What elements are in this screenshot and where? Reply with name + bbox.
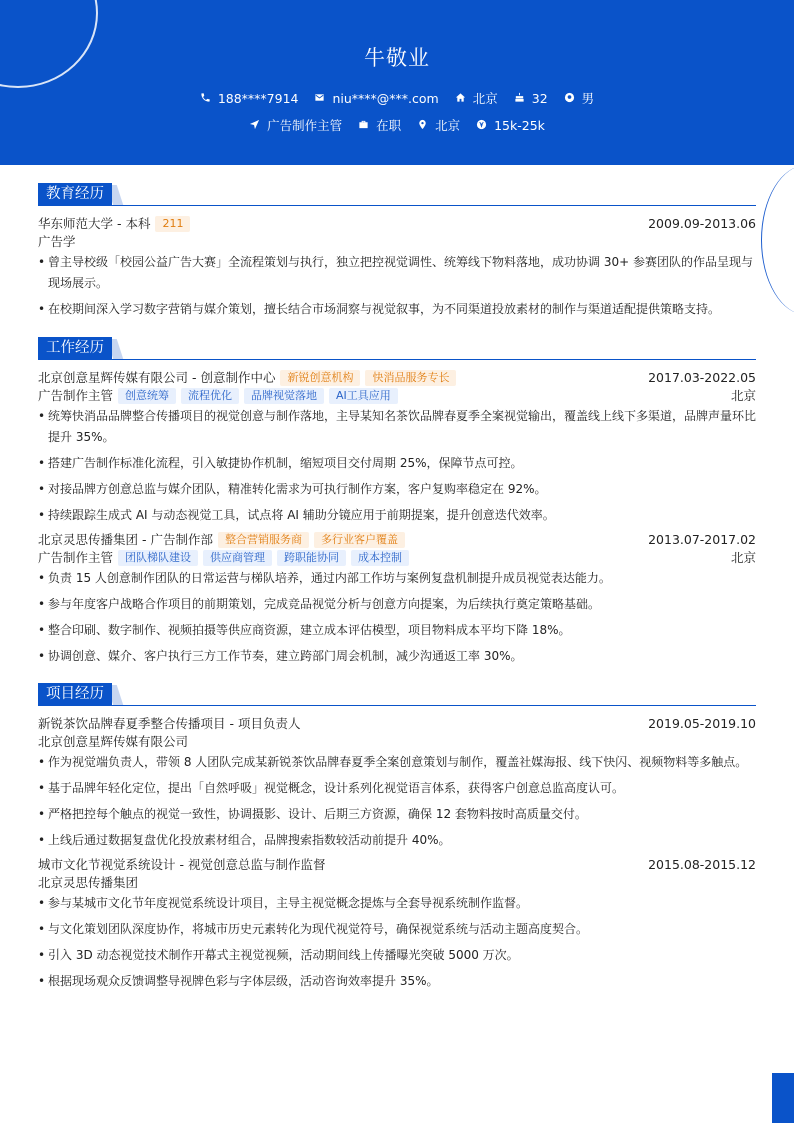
location-pin-icon — [417, 119, 429, 131]
projects-title: 项目经历 — [38, 683, 112, 705]
education-date: 2009.09-2013.06 — [648, 216, 756, 231]
work-date: 2013.07-2017.02 — [648, 532, 756, 547]
education-section — [38, 183, 756, 325]
list-item: • 统筹快消品品牌整合传播项目的视觉创意与制作落地，主导某知名茶饮品牌春夏季全案视觉输出，覆盖线上线下多渠道，品牌声量环比提升 35%。 — [38, 406, 756, 448]
list-item: • 参与年度客户战略合作项目的前期策划，完成竞品视觉分析与创意方向提案，为后续执行奠定策略基础。 — [38, 594, 756, 615]
city-text: 北京 — [472, 91, 498, 106]
contact-info-row — [0, 89, 794, 107]
target-job-text: 广告制作主管 — [267, 118, 343, 133]
list-item: • 基于品牌年轻化定位，提出「自然呼吸」视觉概念，设计系列化视觉语言体系，获得客户创意总监高度认可。 — [38, 778, 756, 799]
project-name: 城市文化节视觉系统设计 - 视觉创意总监与制作监督 — [38, 857, 326, 872]
list-item: • 严格把控每个触点的视觉一致性，协调摄影、设计、后期三方资源，确保 12 套物料按时高质量交付。 — [38, 804, 756, 825]
list-item: • 负责 15 人创意制作团队的日常运营与梯队培养，通过内部工作坊与案例复盘机制提升成员视觉表达能力。 — [38, 568, 756, 589]
home-icon — [455, 92, 467, 104]
city-info — [455, 89, 498, 107]
work-location: 北京 — [730, 388, 756, 403]
target-job-info — [249, 116, 342, 134]
company-tag: 多行业客户覆盖 — [314, 532, 405, 548]
skill-tag: 跨职能协同 — [277, 550, 346, 566]
education-entry-head — [38, 215, 756, 233]
job-role: 广告制作主管 — [38, 388, 114, 403]
gender-icon — [564, 92, 576, 104]
section-title — [38, 683, 756, 706]
project-org: 北京灵思传播集团 — [38, 875, 139, 890]
project-bullets — [38, 893, 756, 992]
work-entry-head — [38, 531, 756, 549]
list-item: • 参与某城市文化节年度视觉系统设计项目，主导主视觉概念提炼与全套导视系统制作监督。 — [38, 893, 756, 914]
list-item: • 整合印刷、数字制作、视频拍摄等供应商资源，建立成本评估模型，项目物料成本平均下降 18%。 — [38, 620, 756, 641]
decorative-corner-block — [772, 1073, 794, 1123]
decorative-arc — [761, 165, 794, 315]
education-title: 教育经历 — [38, 183, 112, 205]
project-bullets — [38, 752, 756, 851]
education-bullets — [38, 252, 756, 320]
section-title — [38, 337, 756, 360]
work-date: 2017.03-2022.05 — [648, 370, 756, 385]
phone-text: 188****7914 — [217, 90, 299, 106]
company-name: 北京灵思传播集团 - 广告制作部 — [38, 532, 213, 547]
project-org: 北京创意星辉传媒有限公司 — [38, 734, 189, 749]
cake-icon — [514, 92, 526, 104]
skill-tag: 创意统筹 — [118, 388, 176, 404]
job-info-row — [0, 116, 794, 134]
work-bullets — [38, 568, 756, 667]
list-item: • 作为视觉端负责人，带领 8 人团队完成某新锐茶饮品牌春夏季全案创意策划与制作，覆盖社媒海报、线下快闪、视频物料等多触点。 — [38, 752, 756, 773]
work-entry-head — [38, 369, 756, 387]
list-item: • 对接品牌方创意总监与媒介团队，精准转化需求为可执行制作方案，客户复购率稳定在 92%。 — [38, 479, 756, 500]
project-name: 新锐茶饮品牌春夏季整合传播项目 - 项目负责人 — [38, 716, 301, 731]
list-item: • 曾主导校级「校园公益广告大赛」全流程策划与执行，独立把控视觉调性、统筹线下物料落地，成功协调 30+ 参赛团队的作品呈现与现场展示。 — [38, 252, 756, 294]
skill-tag: 流程优化 — [181, 388, 239, 404]
status-info — [358, 116, 401, 134]
role-row — [38, 387, 756, 404]
work-title: 工作经历 — [38, 337, 112, 359]
candidate-name: 牛敬业 — [364, 46, 430, 70]
school-name: 华东师范大学 - 本科 — [38, 216, 151, 231]
list-item: • 搭建广告制作标准化流程，引入敏捷协作机制，缩短项目交付周期 25%，保障节点可控。 — [38, 453, 756, 474]
age-info — [514, 89, 548, 107]
send-icon — [249, 119, 261, 131]
age-text: 32 — [531, 90, 548, 106]
major-row — [38, 233, 756, 250]
skill-tag: AI工具应用 — [329, 388, 398, 404]
skill-tag: 品牌视觉落地 — [244, 388, 324, 404]
company-name: 北京创意星辉传媒有限公司 - 创意制作中心 — [38, 370, 276, 385]
list-item: • 引入 3D 动态视觉技术制作开幕式主视觉视频，活动期间线上传播曝光突破 5000 万次。 — [38, 945, 756, 966]
resume-header — [0, 0, 794, 165]
company-tag: 新锐创意机构 — [280, 370, 360, 386]
list-item: • 在校期间深入学习数字营销与媒介策划，擅长结合市场洞察与视觉叙事，为不同渠道投放素材的制作与渠道适配提供策略支持。 — [38, 299, 756, 320]
role-row — [38, 549, 756, 566]
skill-tag: 供应商管理 — [203, 550, 272, 566]
email-info — [314, 89, 438, 107]
target-city-text: 北京 — [435, 118, 461, 133]
briefcase-icon — [358, 119, 370, 131]
company-tag: 整合营销服务商 — [218, 532, 309, 548]
school-tag: 211 — [155, 216, 190, 232]
work-location: 北京 — [730, 550, 756, 565]
email-text: niu****@***.com — [332, 90, 439, 106]
salary-info — [476, 116, 545, 134]
project-date: 2015.08-2015.12 — [648, 857, 756, 872]
list-item: • 根据现场观众反馈调整导视牌色彩与字体层级，活动咨询效率提升 35%。 — [38, 971, 756, 992]
project-org-row — [38, 733, 756, 750]
company-tag: 快消品服务专长 — [365, 370, 456, 386]
job-role: 广告制作主管 — [38, 550, 114, 565]
list-item: • 上线后通过数据复盘优化投放素材组合，品牌搜索指数较活动前提升 40%。 — [38, 830, 756, 851]
work-bullets — [38, 406, 756, 526]
gender-info — [564, 89, 595, 107]
mail-icon — [314, 92, 326, 104]
status-text: 在职 — [376, 118, 402, 133]
list-item: • 持续跟踪生成式 AI 与动态视觉工具，试点将 AI 辅助分镜应用于前期提案，提升创意迭代效率。 — [38, 505, 756, 526]
work-section — [38, 337, 756, 672]
section-title — [38, 183, 756, 206]
salary-text: 15k-25k — [494, 117, 545, 133]
project-entry-head — [38, 715, 756, 733]
project-entry-head — [38, 856, 756, 874]
list-item: • 协调创意、媒介、客户执行三方工作节奏，建立跨部门周会机制，减少沟通返工率 30%。 — [38, 646, 756, 667]
project-date: 2019.05-2019.10 — [648, 716, 756, 731]
list-item: • 与文化策划团队深度协作，将城市历史元素转化为现代视觉符号，确保视觉系统与活动主题高度契合。 — [38, 919, 756, 940]
major: 广告学 — [38, 234, 76, 249]
target-city-info — [417, 116, 460, 134]
salary-icon — [476, 119, 488, 131]
phone-info — [200, 89, 299, 107]
gender-text: 男 — [581, 91, 595, 106]
projects-section — [38, 683, 756, 997]
skill-tag: 团队梯队建设 — [118, 550, 198, 566]
project-org-row — [38, 874, 756, 891]
skill-tag: 成本控制 — [351, 550, 409, 566]
phone-icon — [200, 92, 212, 104]
